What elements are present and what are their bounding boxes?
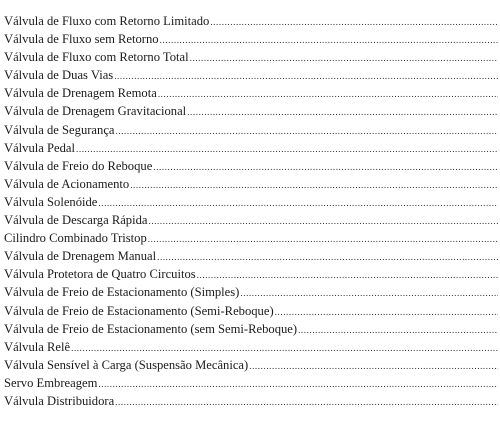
toc-entry[interactable] (4, 302, 498, 320)
toc-entry-label: Válvula Relê (4, 339, 71, 354)
dot-leader (157, 248, 498, 265)
toc-entry[interactable] (4, 247, 498, 265)
toc-entry-label: Válvula de Acionamento (4, 176, 130, 191)
dot-leader (298, 321, 498, 338)
toc-entry[interactable] (4, 265, 498, 283)
toc-entry-label: Válvula de Drenagem Gravitacional (4, 104, 187, 119)
toc-entry-label: Válvula Sensível à Carga (Suspensão Mecânica) (4, 357, 249, 372)
dot-leader (115, 393, 498, 410)
dot-leader (149, 212, 499, 229)
dot-leader (190, 49, 498, 66)
dot-leader (153, 158, 498, 175)
toc-entry-label: Válvula de Fluxo com Retorno Total (4, 50, 189, 65)
toc-entry[interactable] (4, 211, 498, 229)
toc-entry[interactable] (4, 283, 498, 301)
dot-leader (249, 357, 498, 374)
toc-entry-label: Servo Embreagem (4, 375, 98, 390)
dot-leader (76, 140, 498, 157)
dot-leader (160, 31, 498, 48)
toc-entry[interactable] (4, 139, 498, 157)
toc-entry[interactable] (4, 66, 498, 84)
toc-entry-label: Válvula de Freio de Estacionamento (sem Semi-Reboque) (4, 321, 298, 336)
toc-entry-label: Válvula de Segurança (4, 122, 115, 137)
toc-entry-label: Válvula de Fluxo sem Retorno (4, 32, 159, 47)
toc-entry-label: Cilindro Combinado Tristop (4, 231, 147, 246)
toc-entry-label: Válvula Pedal (4, 140, 75, 155)
toc-entry-label: Válvula de Duas Vias (4, 68, 114, 83)
toc-entry[interactable] (4, 102, 498, 120)
toc-entry[interactable] (4, 338, 498, 356)
dot-leader (114, 67, 498, 84)
dot-leader (275, 303, 498, 320)
dot-leader (98, 194, 498, 211)
toc-entry[interactable] (4, 320, 498, 338)
toc-entry[interactable] (4, 193, 498, 211)
toc-entry-label: Válvula Solenóide (4, 194, 98, 209)
dot-leader (158, 85, 498, 102)
dot-leader (210, 13, 498, 30)
toc-entry[interactable] (4, 175, 498, 193)
table-of-contents (4, 12, 498, 410)
toc-entry-label: Válvula de Drenagem Remota (4, 86, 157, 101)
toc-entry[interactable] (4, 30, 498, 48)
dot-leader (116, 122, 499, 139)
toc-entry-label: Válvula de Drenagem Manual (4, 249, 157, 264)
toc-entry[interactable] (4, 84, 498, 102)
toc-entry-label: Válvula de Freio de Estacionamento (Semi-Reboque) (4, 303, 274, 318)
toc-entry[interactable] (4, 121, 498, 139)
toc-entry[interactable] (4, 157, 498, 175)
dot-leader (197, 266, 498, 283)
toc-entry[interactable] (4, 374, 498, 392)
toc-entry[interactable] (4, 229, 498, 247)
toc-entry[interactable] (4, 12, 498, 30)
dot-leader (98, 375, 498, 392)
dot-leader (71, 339, 498, 356)
toc-entry-label: Válvula Protetora de Quatro Circuitos (4, 267, 196, 282)
dot-leader (240, 284, 498, 301)
toc-entry-label: Válvula de Freio do Reboque (4, 158, 153, 173)
toc-entry-label: Válvula de Freio de Estacionamento (Simples) (4, 285, 240, 300)
toc-entry-label: Válvula de Fluxo com Retorno Limitado (4, 14, 210, 28)
toc-entry[interactable] (4, 48, 498, 66)
dot-leader (130, 176, 498, 193)
toc-entry-label: Válvula de Descarga Rápida (4, 213, 148, 228)
toc-entry-label: Válvula Distribuidora (4, 393, 115, 408)
toc-entry[interactable] (4, 392, 498, 410)
toc-entry[interactable] (4, 356, 498, 374)
dot-leader (148, 230, 498, 247)
dot-leader (187, 103, 498, 120)
